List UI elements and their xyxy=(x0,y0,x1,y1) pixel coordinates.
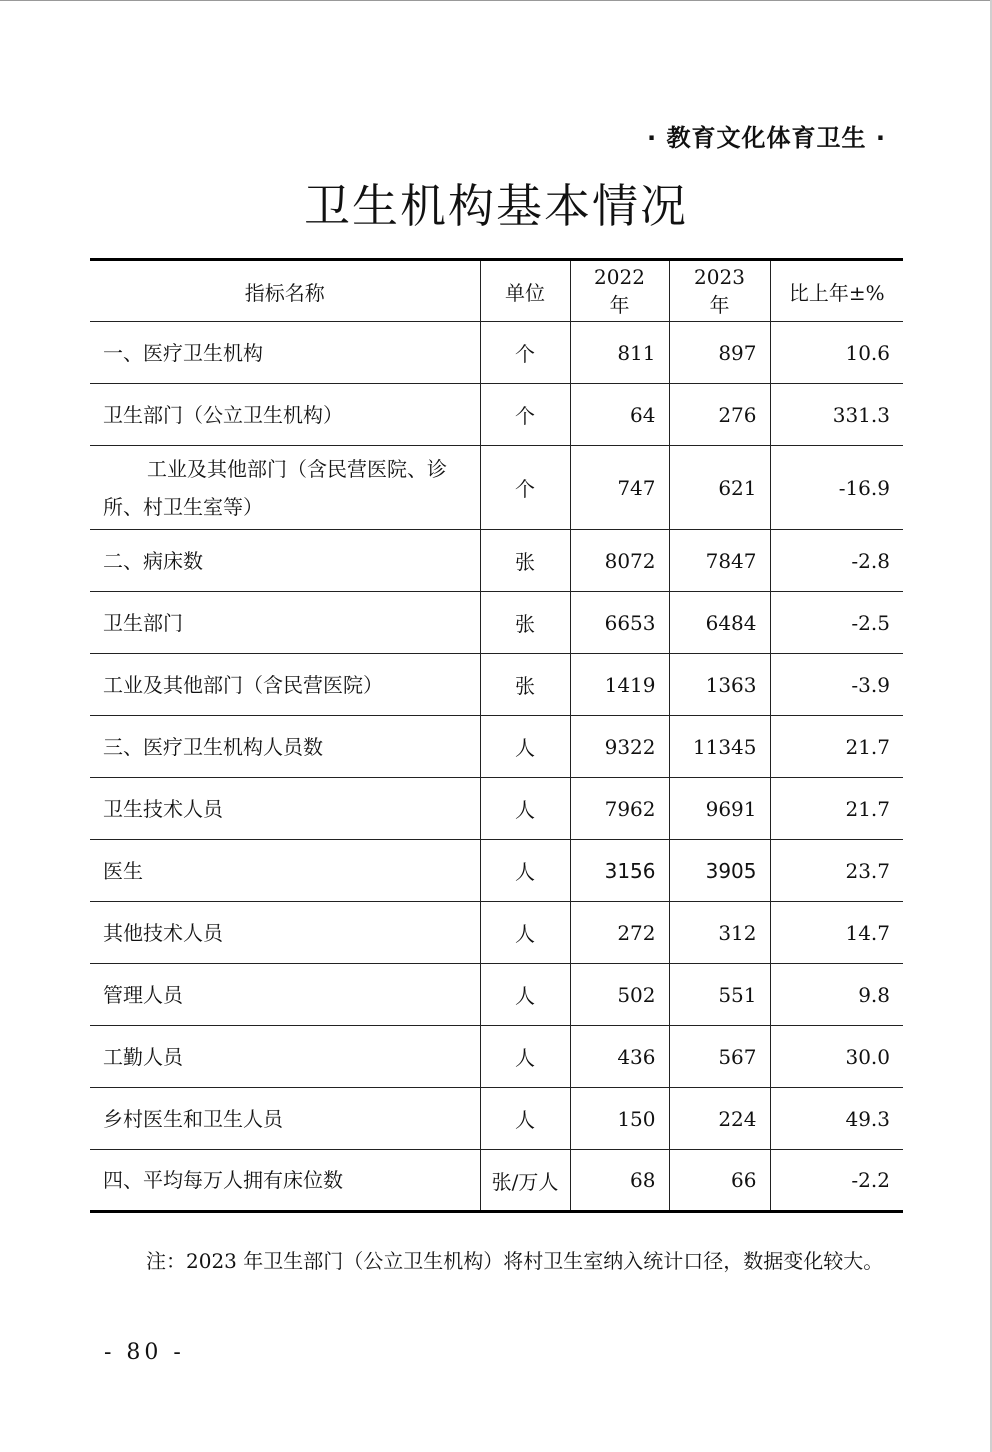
row-unit: 张 xyxy=(480,530,570,592)
table-row xyxy=(90,840,903,902)
column-header-indicator: 指标名称 xyxy=(90,260,480,322)
row-value-2022: 8072 xyxy=(570,530,669,592)
row-value-2023: 7847 xyxy=(669,530,770,592)
row-change: 14.7 xyxy=(770,902,903,964)
row-unit: 人 xyxy=(480,1026,570,1088)
row-value-2022: 68 xyxy=(570,1150,669,1212)
row-value-2022: 502 xyxy=(570,964,669,1026)
row-value-2022: 1419 xyxy=(570,654,669,716)
row-unit: 个 xyxy=(480,446,570,530)
row-unit: 张/万人 xyxy=(480,1150,570,1212)
row-name: 其他技术人员 xyxy=(90,902,480,964)
section-header: · 教育文化体育卫生 · xyxy=(647,124,886,152)
row-value-2023: 276 xyxy=(669,384,770,446)
row-name: 卫生部门（公立卫生机构） xyxy=(90,384,480,446)
row-change: -2.2 xyxy=(770,1150,903,1212)
row-value-2023: 11345 xyxy=(669,716,770,778)
page-title: 卫生机构基本情况 xyxy=(304,179,688,233)
row-value-2023: 1363 xyxy=(669,654,770,716)
table-row xyxy=(90,322,903,384)
row-change: -3.9 xyxy=(770,654,903,716)
row-name: 三、医疗卫生机构人员数 xyxy=(90,716,480,778)
row-value-2023: 224 xyxy=(669,1088,770,1150)
column-header-2023: 2023 年 xyxy=(669,260,770,322)
row-change: 30.0 xyxy=(770,1026,903,1088)
row-unit: 人 xyxy=(480,840,570,902)
row-name: 工业及其他部门（含民营医院） xyxy=(90,654,480,716)
row-change: 10.6 xyxy=(770,322,903,384)
row-unit: 人 xyxy=(480,716,570,778)
row-unit: 张 xyxy=(480,654,570,716)
page-number: - 80 - xyxy=(104,1340,185,1365)
row-value-2022: 64 xyxy=(570,384,669,446)
table-row xyxy=(90,446,903,530)
row-value-2023: 6484 xyxy=(669,592,770,654)
row-value-2023: 312 xyxy=(669,902,770,964)
table-row xyxy=(90,1150,903,1212)
row-value-2022: 7962 xyxy=(570,778,669,840)
row-change: 21.7 xyxy=(770,716,903,778)
row-change: 49.3 xyxy=(770,1088,903,1150)
row-change: 9.8 xyxy=(770,964,903,1026)
table-row xyxy=(90,716,903,778)
table-row xyxy=(90,964,903,1026)
row-value-2023: 621 xyxy=(669,446,770,530)
row-name: 卫生技术人员 xyxy=(90,778,480,840)
row-unit: 人 xyxy=(480,778,570,840)
table-row xyxy=(90,778,903,840)
row-value-2022: 811 xyxy=(570,322,669,384)
column-header-2022: 2022 年 xyxy=(570,260,669,322)
row-value-2023: 551 xyxy=(669,964,770,1026)
row-value-2023: 3905 xyxy=(669,840,770,902)
row-unit: 个 xyxy=(480,322,570,384)
row-change: -16.9 xyxy=(770,446,903,530)
row-name: 工业及其他部门（含民营医院、诊所、村卫生室等） xyxy=(90,446,480,530)
row-value-2022: 3156 xyxy=(570,840,669,902)
row-value-2022: 9322 xyxy=(570,716,669,778)
row-value-2022: 747 xyxy=(570,446,669,530)
table-row xyxy=(90,1088,903,1150)
table-row xyxy=(90,654,903,716)
table-row xyxy=(90,592,903,654)
row-change: 331.3 xyxy=(770,384,903,446)
row-name: 卫生部门 xyxy=(90,592,480,654)
row-value-2023: 567 xyxy=(669,1026,770,1088)
row-change: 21.7 xyxy=(770,778,903,840)
top-border-line xyxy=(0,0,990,1)
table-row xyxy=(90,384,903,446)
row-value-2022: 272 xyxy=(570,902,669,964)
row-name: 工勤人员 xyxy=(90,1026,480,1088)
row-unit: 张 xyxy=(480,592,570,654)
row-unit: 人 xyxy=(480,1088,570,1150)
table-row xyxy=(90,1026,903,1088)
row-value-2022: 150 xyxy=(570,1088,669,1150)
row-name: 四、平均每万人拥有床位数 xyxy=(90,1150,480,1212)
table-row xyxy=(90,902,903,964)
row-unit: 个 xyxy=(480,384,570,446)
table-row xyxy=(90,530,903,592)
row-name: 二、病床数 xyxy=(90,530,480,592)
row-value-2023: 9691 xyxy=(669,778,770,840)
column-header-unit: 单位 xyxy=(480,260,570,322)
row-unit: 人 xyxy=(480,902,570,964)
table-footnote: 注：2023 年卫生部门（公立卫生机构）将村卫生室纳入统计口径，数据变化较大。 xyxy=(146,1249,884,1273)
row-value-2023: 897 xyxy=(669,322,770,384)
row-unit: 人 xyxy=(480,964,570,1026)
row-name: 管理人员 xyxy=(90,964,480,1026)
column-header-change: 比上年±% xyxy=(770,260,903,322)
row-value-2022: 6653 xyxy=(570,592,669,654)
row-name: 一、医疗卫生机构 xyxy=(90,322,480,384)
row-change: -2.5 xyxy=(770,592,903,654)
health-institutions-table xyxy=(90,258,903,1213)
row-name: 乡村医生和卫生人员 xyxy=(90,1088,480,1150)
table-header-row xyxy=(90,260,903,322)
row-change: 23.7 xyxy=(770,840,903,902)
row-value-2023: 66 xyxy=(669,1150,770,1212)
row-change: -2.8 xyxy=(770,530,903,592)
row-name: 医生 xyxy=(90,840,480,902)
row-value-2022: 436 xyxy=(570,1026,669,1088)
